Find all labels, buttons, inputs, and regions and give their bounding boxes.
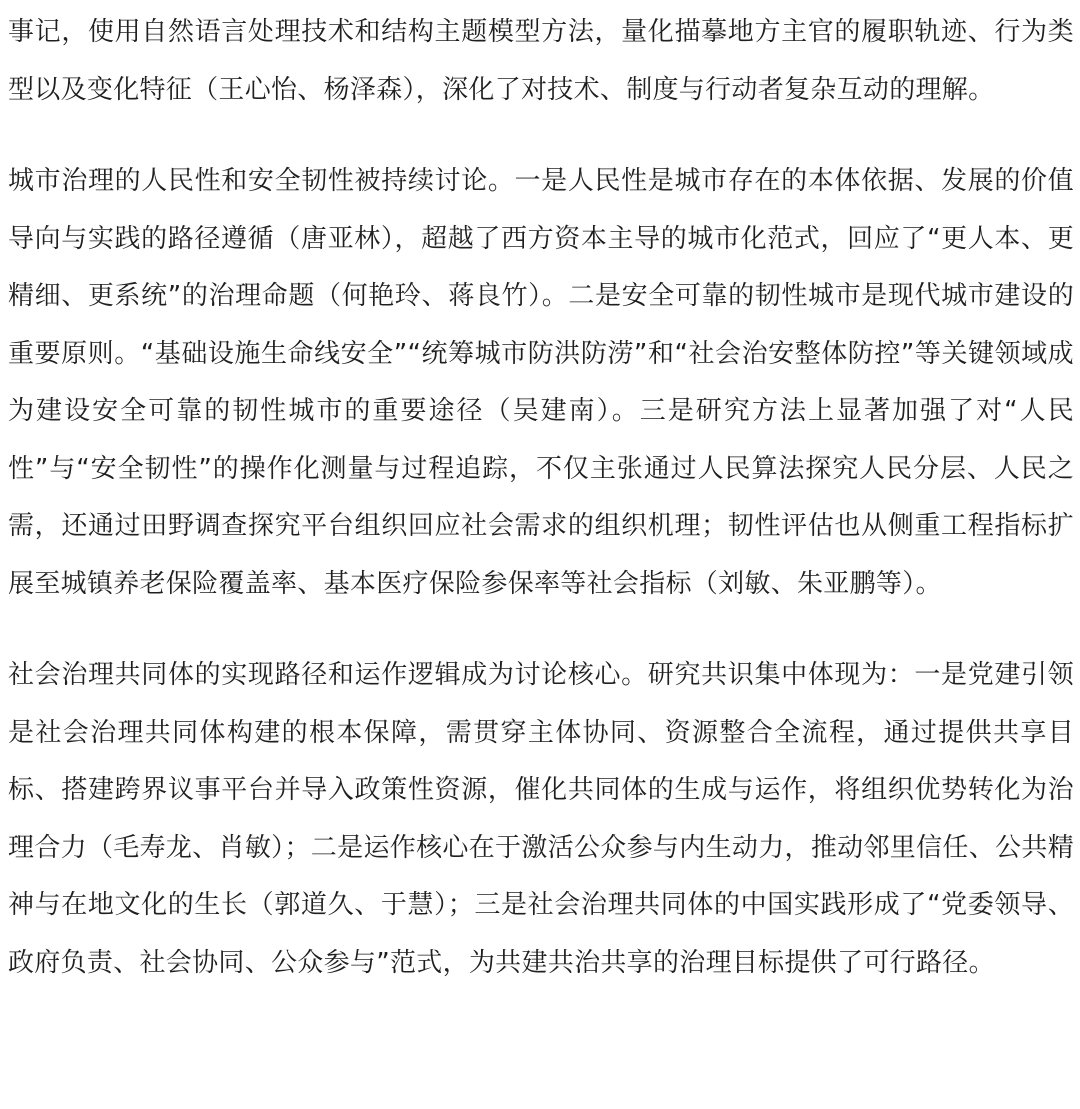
paragraph-urban-governance: 城市治理的人民性和安全韧性被持续讨论。一是人民性是城市存在的本体依据、发展的价值导向与实践的路径遵循（唐亚林），超越了西方资本主导的城市化范式，回应了“更人本、更精细、更系统”的治理命题（何艳玲、蒋良竹）。二是安全可靠的韧性城市是现代城市建设的重要原则。“基础设施生命线安全”“统筹城市防洪防涝”和“社会治安整体防控”等关键领域成为建设安全可靠的韧性城市的重要途径（吴建南）。三是研究方法上显著加强了对“人民性”与“安全韧性”的操作化测量与过程追踪，不仅主张通过人民算法探究人民分层、人民之需，还通过田野调查探究平台组织回应社会需求的组织机理；韧性评估也从侧重工程指标扩展至城镇养老保险覆盖率、基本医疗保险参保率等社会指标（刘敏、朱亚鹏等）。 — [8, 166, 1074, 599]
paragraph-digital-governance-tail: 事记，使用自然语言处理技术和结构主题模型方法，量化描摹地方主官的履职轨迹、行为类型以及变化特征（王心怡、杨泽森），深化了对技术、制度与行动者复杂互动的理解。 — [8, 17, 1074, 105]
article-body — [8, 4, 1074, 992]
paragraph-social-governance-community: 社会治理共同体的实现路径和运作逻辑成为讨论核心。研究共识集中体现为：一是党建引领是社会治理共同体构建的根本保障，需贯穿主体协同、资源整合全流程，通过提供共享目标、搭建跨界议事平台并导入政策性资源，催化共同体的生成与运作，将组织优势转化为治理合力（毛寿龙、肖敏）；二是运作核心在于激活公众参与内生动力，推动邻里信任、公共精神与在地文化的生长（郭道久、于慧）；三是社会治理共同体的中国实践形成了“党委领导、政府负责、社会协同、公众参与”范式，为共建共治共享的治理目标提供了可行路径。 — [8, 660, 1074, 978]
